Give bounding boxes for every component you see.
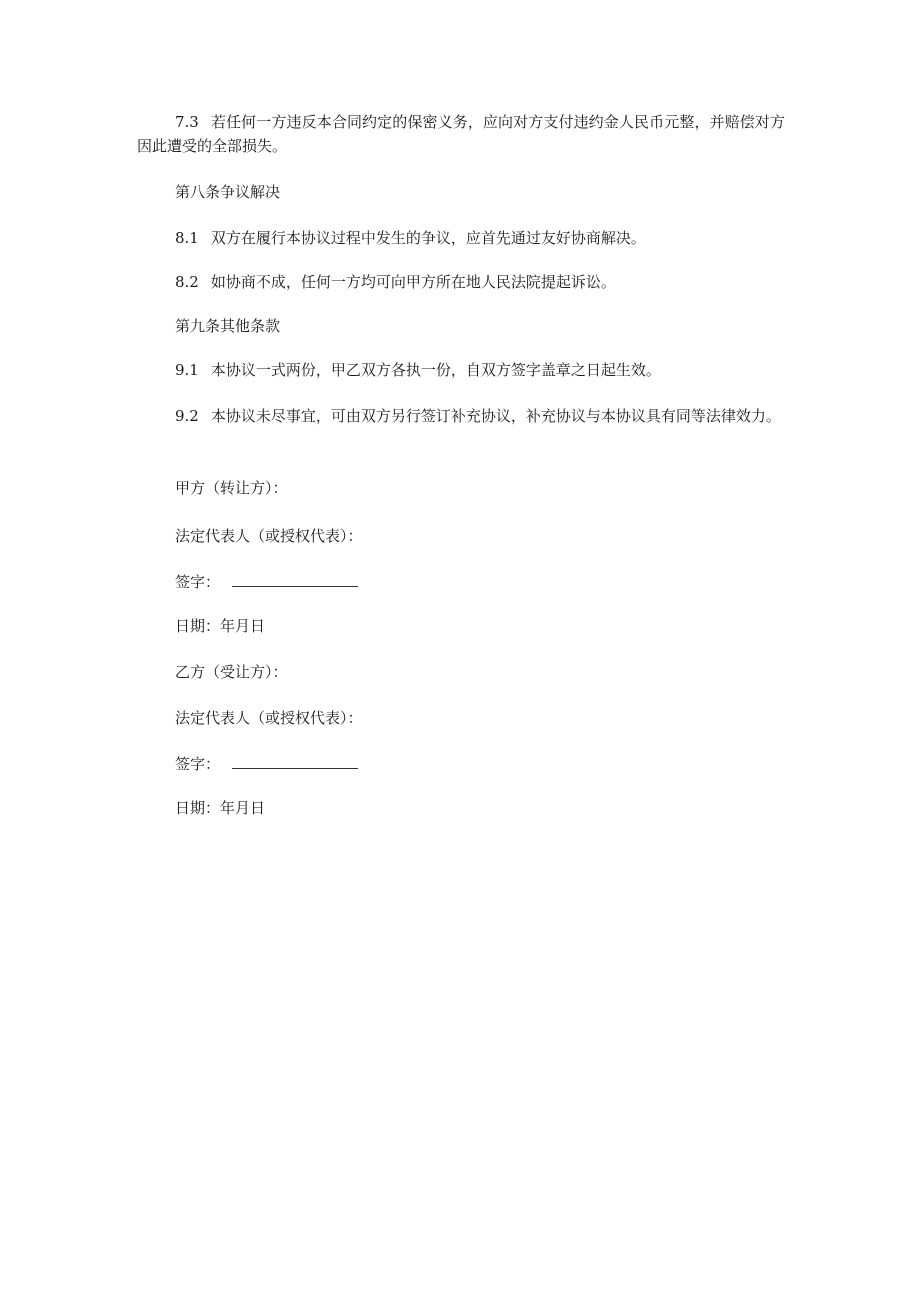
- clause-text: 双方在履行本协议过程中发生的争议，应首先通过友好协商解决。: [210, 229, 646, 247]
- signature-label: 签字：: [175, 573, 221, 591]
- party-a-signature: [137, 570, 785, 594]
- party-a-representative: 法定代表人（或授权代表）：: [175, 527, 363, 545]
- party-a-label: 甲方（转让方）：: [175, 479, 288, 497]
- clause-number: 9.1: [175, 361, 199, 379]
- clause-9-2: [137, 404, 785, 428]
- party-b-label: 乙方（受让方）：: [175, 663, 288, 681]
- article-8-title: 第八条争议解决: [175, 183, 281, 201]
- clause-text: 若任何一方违反本合同约定的保密义务，应向对方支付违约金人民币元整，并赔偿对方因此遭受的全部损失。: [137, 113, 785, 155]
- signature-line: [232, 754, 358, 769]
- article-9-title: 第九条其他条款: [175, 317, 281, 335]
- clause-number: 9.2: [175, 407, 199, 425]
- clause-number: 8.1: [175, 229, 199, 247]
- party-b-date: 日期：年月日: [175, 799, 266, 817]
- clause-number: 7.3: [175, 113, 199, 131]
- party-b-signature: [137, 752, 785, 776]
- clause-text: 本协议一式两份，甲乙双方各执一份，自双方签字盖章之日起生效。: [210, 361, 661, 379]
- clause-text: 如协商不成，任何一方均可向甲方所在地人民法院提起诉讼。: [210, 273, 616, 291]
- clause-8-2: [137, 270, 785, 294]
- clause-9-1: [137, 358, 785, 382]
- party-a-date: 日期：年月日: [175, 617, 266, 635]
- clause-text: 本协议未尽事宜，可由双方另行签订补充协议，补充协议与本协议具有同等法律效力。: [210, 407, 781, 425]
- clause-8-1: [137, 226, 785, 250]
- signature-label: 签字：: [175, 755, 221, 773]
- party-b-representative: 法定代表人（或授权代表）：: [175, 709, 363, 727]
- signature-line: [232, 572, 358, 587]
- clause-7-3: [137, 110, 785, 158]
- clause-number: 8.2: [175, 273, 199, 291]
